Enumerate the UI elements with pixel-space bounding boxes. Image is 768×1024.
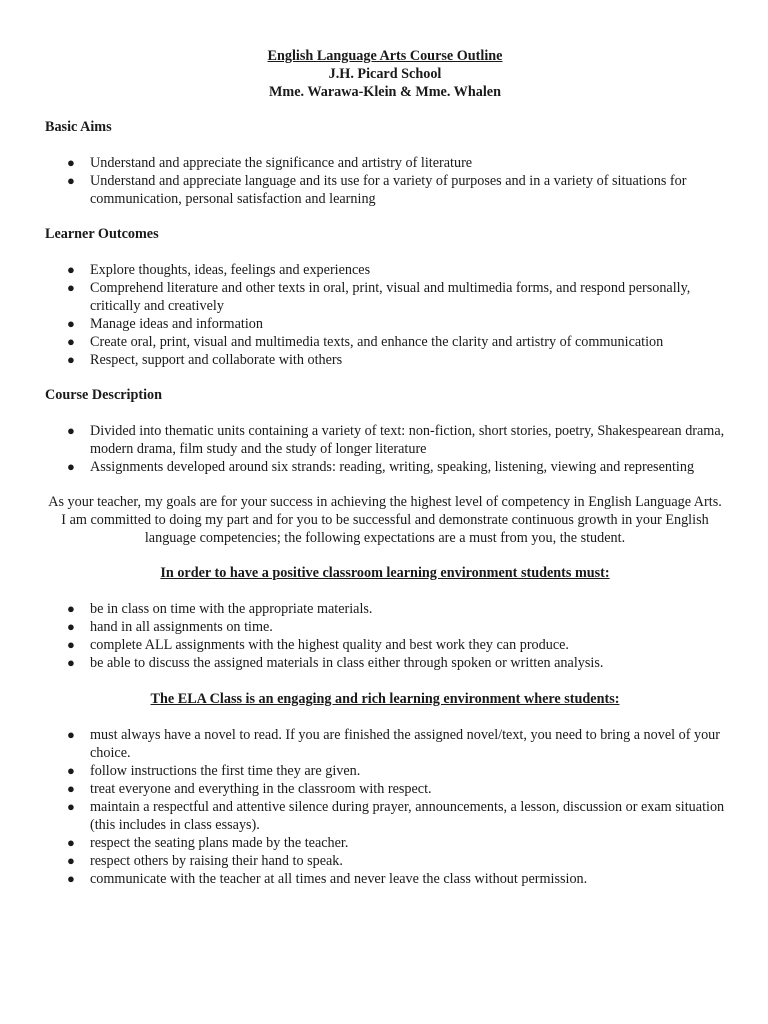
school-name: J.H. Picard School <box>328 66 442 82</box>
bullet-icon: ● <box>67 262 75 277</box>
list-item: ● treat everyone and everything in the classroom with respect. <box>67 781 432 797</box>
list-item: ● be able to discuss the assigned materials in class either through spoken or written analysis. <box>67 655 604 671</box>
ela-class-heading: The ELA Class is an engaging and rich learning environment where students: <box>150 691 620 707</box>
bullet-icon: ● <box>67 799 75 814</box>
learner-outcomes-list <box>45 261 725 369</box>
list-item: ● respect others by raising their hand to speak. <box>67 853 343 869</box>
list-item: ● hand in all assignments on time. <box>67 619 273 635</box>
bullet-icon: ● <box>67 835 75 850</box>
bullet-icon: ● <box>67 423 75 438</box>
list-item: ● Understand and appreciate language and its use for a variety of purposes and in a variety of situations for communication, personal satisfaction and learning <box>67 173 687 207</box>
bullet-icon: ● <box>67 155 75 170</box>
expectations-list <box>45 600 725 672</box>
document-title: English Language Arts Course Outline <box>267 48 503 64</box>
basic-aims-list <box>45 154 725 208</box>
bullet-icon: ● <box>67 601 75 616</box>
list-item: ● Manage ideas and information <box>67 316 263 332</box>
bullet-icon: ● <box>67 637 75 652</box>
bullet-icon: ● <box>67 334 75 349</box>
list-item: ● follow instructions the first time they are given. <box>67 763 361 779</box>
course-description-list <box>45 422 725 476</box>
list-item: ● Create oral, print, visual and multimedia texts, and enhance the clarity and artistry of communication <box>67 334 664 350</box>
bullet-icon: ● <box>67 619 75 634</box>
bullet-icon: ● <box>67 459 75 474</box>
list-item: ● complete ALL assignments with the highest quality and best work they can produce. <box>67 637 569 653</box>
list-item: ● must always have a novel to read. If you are finished the assigned novel/text, you need to bring a novel of your choice. <box>67 727 720 761</box>
document-header <box>45 47 725 101</box>
list-item: ● Explore thoughts, ideas, feelings and experiences <box>67 262 371 278</box>
bullet-icon: ● <box>67 352 75 367</box>
list-item: ● communicate with the teacher at all times and never leave the class without permission. <box>67 871 588 887</box>
list-item: ● Comprehend literature and other texts in oral, print, visual and multimedia forms, and respond personally, critically and creatively <box>67 280 691 314</box>
basic-aims-heading: Basic Aims <box>45 119 112 135</box>
learner-outcomes-heading: Learner Outcomes <box>45 226 159 242</box>
bullet-icon: ● <box>67 781 75 796</box>
document-page <box>45 47 725 888</box>
course-description-heading: Course Description <box>45 387 163 403</box>
list-item: ● Understand and appreciate the significance and artistry of literature <box>67 155 473 171</box>
expectations-heading: In order to have a positive classroom learning environment students must: <box>160 565 610 581</box>
bullet-icon: ● <box>67 173 75 188</box>
bullet-icon: ● <box>67 727 75 742</box>
bullet-icon: ● <box>67 763 75 778</box>
list-item: ● Respect, support and collaborate with others <box>67 352 343 368</box>
bullet-icon: ● <box>67 853 75 868</box>
bullet-icon: ● <box>67 871 75 886</box>
bullet-icon: ● <box>67 316 75 331</box>
intro-paragraph: As your teacher, my goals are for your success in achieving the highest level of competency in English Language Arts. I am committed to doing my part and for you to be successful and demonstrate continuous growth in your English language competencies; the following expectations are a must from you, the student. <box>48 494 722 546</box>
bullet-icon: ● <box>67 655 75 670</box>
list-item: ● Assignments developed around six strands: reading, writing, speaking, listening, viewing and representing <box>67 459 695 475</box>
bullet-icon: ● <box>67 280 75 295</box>
list-item: ● respect the seating plans made by the teacher. <box>67 835 349 851</box>
teacher-names: Mme. Warawa-Klein & Mme. Whalen <box>269 84 501 100</box>
list-item: ● be in class on time with the appropriate materials. <box>67 601 373 617</box>
list-item: ● maintain a respectful and attentive silence during prayer, announcements, a lesson, discussion or exam situation (this includes in class essays). <box>67 799 725 833</box>
list-item: ● Divided into thematic units containing a variety of text: non-fiction, short stories, poetry, Shakespearean drama, modern drama, film study and the study of longer literature <box>67 423 725 457</box>
ela-class-list <box>45 726 725 888</box>
